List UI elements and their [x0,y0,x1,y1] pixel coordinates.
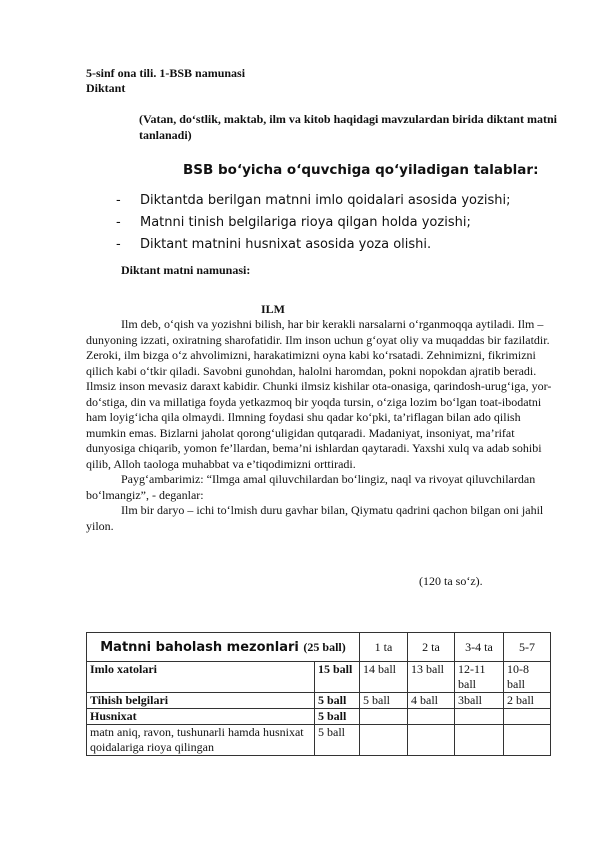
requirement-text: Diktantda berilgan matnni imlo qoidalari asosida yozishi; [140,193,511,208]
row-points: 5 ball [315,693,360,709]
paragraph: Ilm bir daryo – ichi to‘lmish duru gavhar bilan, Qiymatu qadrini qachon bilgan oni jahil yilon. [86,503,544,533]
row-points: 5 ball [315,709,360,725]
column-header: 3-4 ta [455,633,504,662]
table-row [87,709,551,725]
table-cell [408,709,455,725]
topic-note: (Vatan, do‘stlik, maktab, ilm va kitob haqidagi mavzulardan birida diktant matni tanlanadi) [139,112,557,142]
table-cell: 14 ball [360,662,408,693]
bullet-dash: - [116,193,121,208]
sample-label: Diktant matni namunasi: [121,263,251,277]
column-header: 5-7 [504,633,551,662]
text-title: ILM [261,302,285,316]
row-label: Tihish belgilari [87,693,315,709]
row-label: matn aniq, ravon, tushunarli hamda husnixat qoidalariga rioya qilingan [87,725,315,756]
table-cell [360,709,408,725]
table-cell: 2 ball [504,693,551,709]
table-row [87,693,551,709]
table-row [87,725,551,756]
table-title-points: (25 ball) [303,639,346,654]
requirements-list [116,190,510,256]
table-cell [455,725,504,756]
table-cell: 3ball [455,693,504,709]
list-item [116,212,510,234]
bullet-dash: - [116,237,121,252]
column-header: 2 ta [408,633,455,662]
row-points: 15 ball [315,662,360,693]
word-count: (120 ta so‘z). [419,574,483,588]
paragraph: Ilm deb, o‘qish va yozishni bilish, har bir kerakli narsalarni o‘rganmoqqa aytiladi. Ilm – dunyoning izzati, oxiratning sharofatidir. Ilm inson uchun g‘oyat oliy va muqaddas bir fazilatdir. Zeroki, ilm bizga o‘z ahvolimizni, harakatimizni oyna kabi ko‘rsatadi. Zehnimizni, fikrimizni qilich kabi o‘tkir qiladi. Savobni gunohdan, halolni haromdan, pokni nopokdan ajratib beradi. Ilmsiz inson mevasiz daraxt kabidir. Chunki ilmsiz kishilar ota-onasiga, qarindosh-urug‘iga, yor-do‘stiga, din va millatiga foyda yetkazmoq bir yoqda tursin, o‘ziga lozim bo‘lgan toat-ibodatni ham loyig‘icha qila olmaydi. Ilmning foydasi shu qadar ko‘pki, ta’riflagan bilan ado qilish mumkin emas. Bizlarni jaholat qorong‘uligidan qutqaradi. Madaniyat, insoniyat, ma’rifat dunyosiga chiqarib, yomon fe’llardan, bema’ni ishlardan qaytaradi. Yaxshi xulq va adab sohibi qilib, Alloh taologa muhabbat va e’tiqodimizni orttiradi. [86,317,552,471]
table-cell: 10-8 ball [504,662,551,693]
table-cell: 5 ball [360,693,408,709]
document-subtitle: Diktant [86,81,126,95]
table-title: Matnni baholash mezonlari [100,639,299,655]
requirement-text: Matnni tinish belgilariga rioya qilgan holda yozishi; [140,215,471,230]
requirements-title: BSB bo‘yicha o‘quvchiga qo‘yiladigan talablar: [183,162,539,178]
list-item [116,234,510,256]
paragraph: Payg‘ambarimiz: “Ilmga amal qiluvchilardan bo‘lingiz, naql va rivoyat qiluvchilardan bo‘lmangiz”, - deganlar: [86,472,536,502]
row-points: 5 ball [315,725,360,756]
column-header: 1 ta [360,633,408,662]
row-label: Husnixat [87,709,315,725]
list-item [116,190,510,212]
row-label: Imlo xatolari [87,662,315,693]
table-row [87,662,551,693]
table-cell: 13 ball [408,662,455,693]
table-header-row [87,633,551,662]
table-title-cell [87,633,360,662]
dictation-text [86,317,556,534]
table-cell [455,709,504,725]
table-cell [504,709,551,725]
table-cell: 12-11 ball [455,662,504,693]
bullet-dash: - [116,215,121,230]
requirement-text: Diktant matnini husnixat asosida yoza olishi. [140,237,432,252]
criteria-table [86,632,551,756]
document-title: 5-sinf ona tili. 1-BSB namunasi [86,66,246,80]
table-cell [360,725,408,756]
table-cell [504,725,551,756]
table-cell: 4 ball [408,693,455,709]
table-cell [408,725,455,756]
